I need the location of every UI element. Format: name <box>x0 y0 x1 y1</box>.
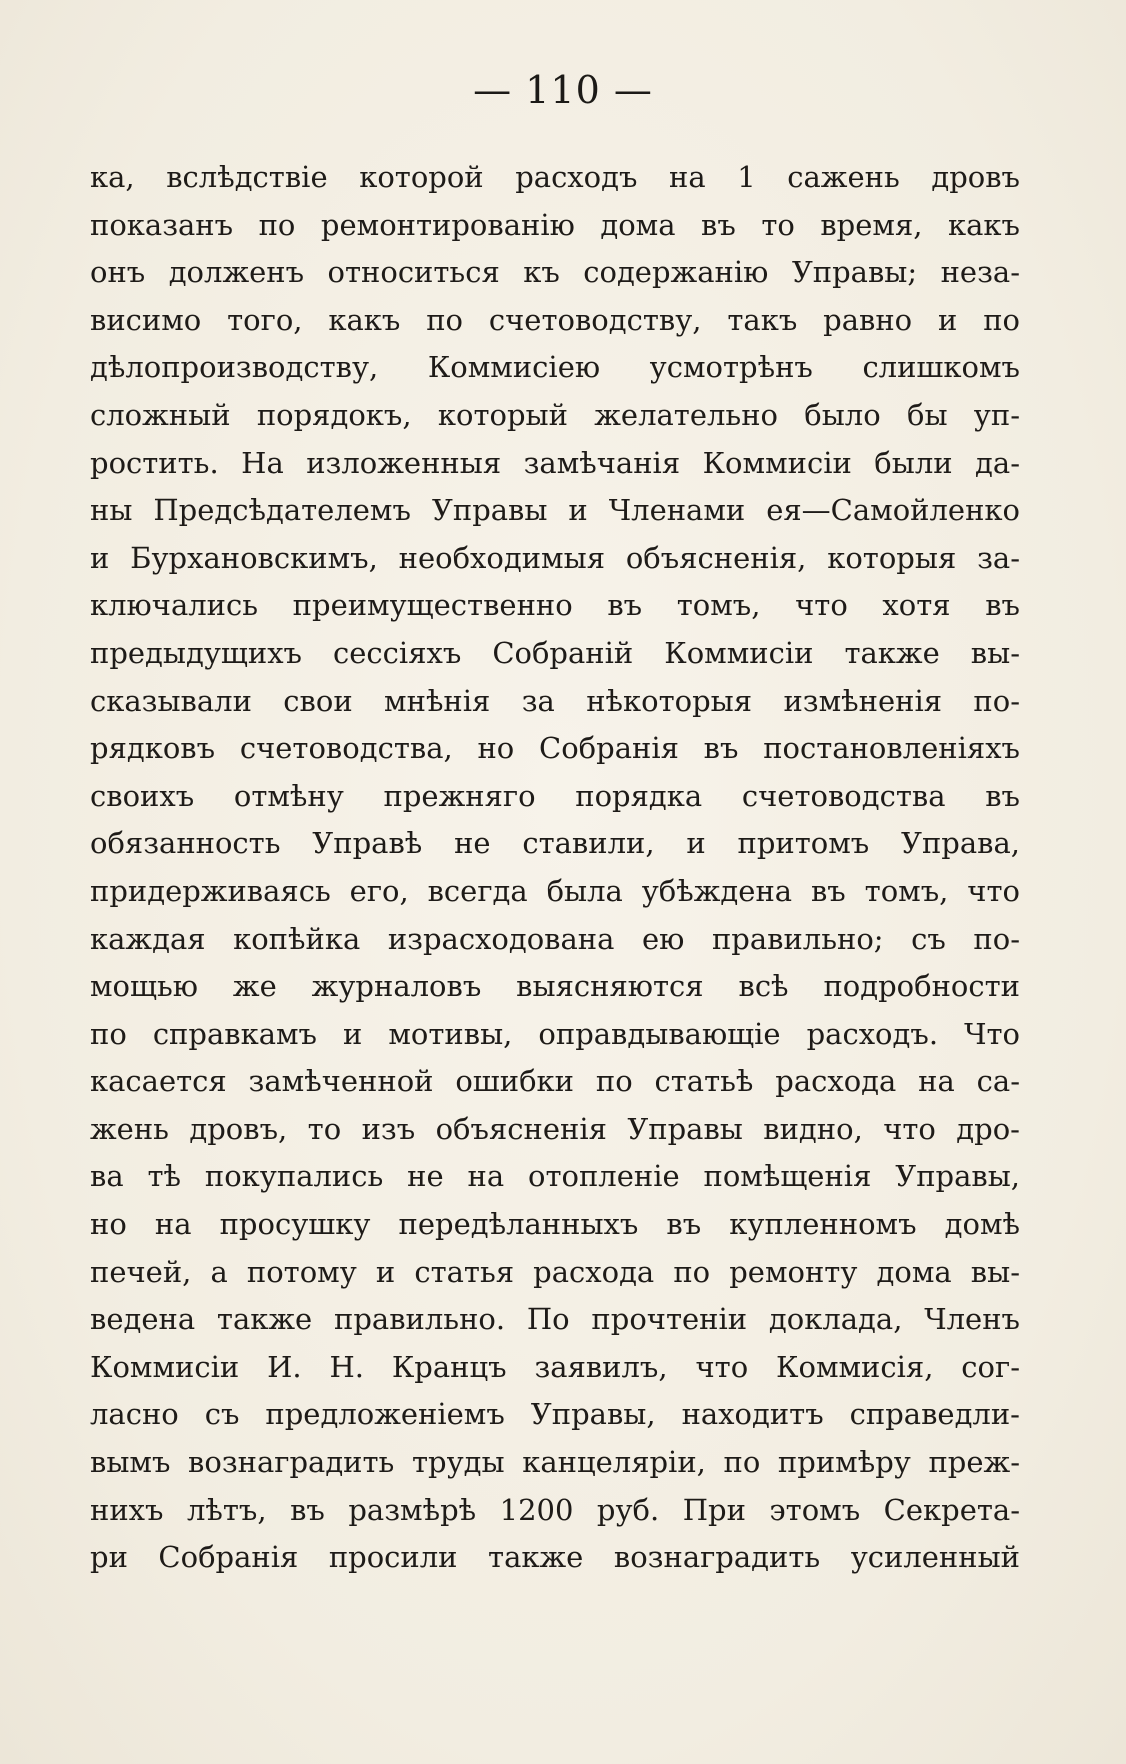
text-line: нихъ лѣтъ, въ размѣрѣ 1200 руб. При этомъ Секрета- <box>90 1492 1020 1527</box>
text-line: мощью же журналовъ выясняются всѣ подробности <box>90 969 1020 1004</box>
text-line: придерживаясь его, всегда была убѣждена въ томъ, что <box>90 873 1020 908</box>
text-line: своихъ отмѣну прежняго порядка счетоводства въ <box>90 778 1020 813</box>
page-number: — 110 — <box>473 68 653 112</box>
text-line: и Бурхановскимъ, необходимыя объясненія, которыя за- <box>90 540 1020 575</box>
text-line: ри Собранія просили также вознаградить усиленный <box>90 1540 1020 1575</box>
text-line: ключались преимущественно въ томъ, что хотя въ <box>90 588 1020 623</box>
text-line: онъ долженъ относиться къ содержанію Управы; неза- <box>90 255 1020 290</box>
text-line: висимо того, какъ по счетоводству, такъ равно и по <box>90 302 1020 337</box>
text-line: печей, а потому и статья расхода по ремонту дома вы- <box>90 1254 1020 1289</box>
text-line: дѣлопроизводству, Коммисіею усмотрѣнъ слишкомъ <box>90 350 1020 385</box>
text-line: рядковъ счетоводства, но Собранія въ постановленіяхъ <box>90 731 1020 766</box>
text-line: предыдущихъ сессіяхъ Собраній Коммисіи также вы- <box>90 635 1020 670</box>
text-line: обязанность Управѣ не ставили, и притомъ Управа, <box>90 826 1020 861</box>
text-line: ведена также правильно. По прочтеніи доклада, Членъ <box>90 1302 1020 1337</box>
text-line: касается замѣченной ошибки по статьѣ расхода на са- <box>90 1064 1020 1099</box>
text-line: жень дровъ, то изъ объясненія Управы видно, что дро- <box>90 1111 1020 1146</box>
body-text <box>90 154 1020 1582</box>
text-line: но на просушку передѣланныхъ въ купленномъ домѣ <box>90 1207 1020 1242</box>
text-line: сказывали свои мнѣнія за нѣкоторыя измѣненія по- <box>90 683 1020 718</box>
text-line: Коммисіи И. Н. Кранцъ заявилъ, что Коммисія, сог- <box>90 1349 1020 1384</box>
text-line: показанъ по ремонтированію дома въ то время, какъ <box>90 207 1020 242</box>
text-line: ны Предсѣдателемъ Управы и Членами ея—Самойленко <box>90 493 1020 528</box>
text-line: вымъ вознаградить труды канцеляріи, по примѣру преж- <box>90 1445 1020 1480</box>
text-line: ва тѣ покупались не на отопленіе помѣщенія Управы, <box>90 1159 1020 1194</box>
text-line: ка, вслѣдствіе которой расходъ на 1 сажень дровъ <box>90 160 1020 194</box>
text-line: сложный порядокъ, который желательно было бы уп- <box>90 397 1020 432</box>
text-line: по справкамъ и мотивы, оправдывающіе расходъ. Что <box>90 1016 1020 1051</box>
text-line: ласно съ предложеніемъ Управы, находитъ справедли- <box>90 1397 1020 1432</box>
text-line: каждая копѣйка израсходована ею правильно; съ по- <box>90 921 1020 956</box>
text-line: ростить. На изложенныя замѣчанія Коммисіи были да- <box>90 445 1020 480</box>
